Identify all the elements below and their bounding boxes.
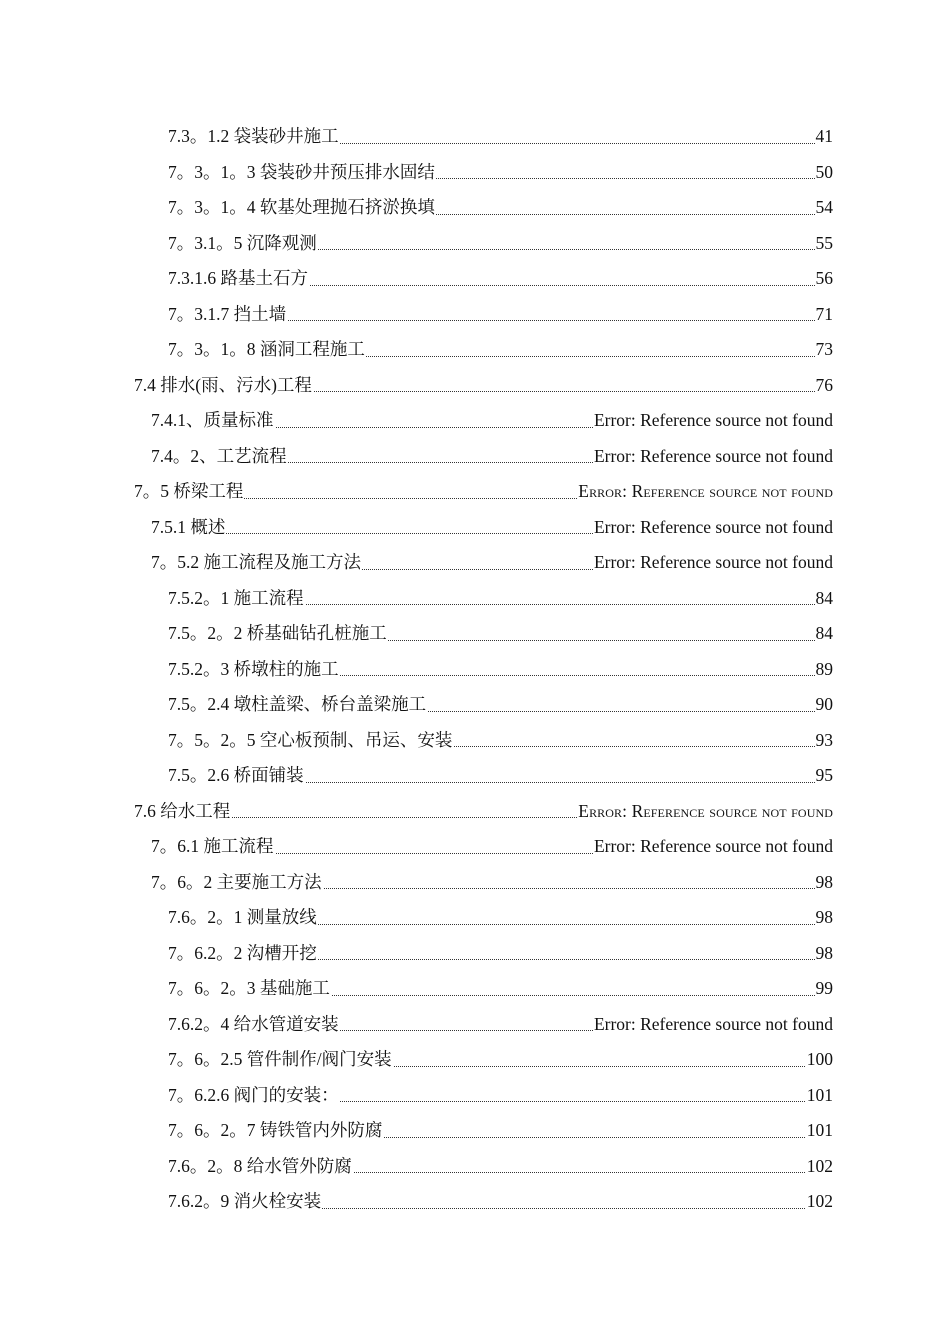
toc-entry-page: 98 bbox=[815, 865, 834, 901]
toc-entry[interactable] bbox=[168, 119, 833, 155]
toc-entry-title: 7。6。2 主要施工方法 bbox=[151, 871, 322, 892]
toc-entry-title: 7.4.1、质量标准 bbox=[151, 410, 274, 430]
toc-entry-title: 7。3.1。5 沉降观测 bbox=[168, 232, 317, 253]
toc-entry[interactable] bbox=[168, 1007, 833, 1043]
toc-entry[interactable] bbox=[168, 581, 833, 617]
toc-entry[interactable] bbox=[168, 936, 833, 972]
toc-entry[interactable] bbox=[151, 865, 833, 901]
toc-entry-page: 73 bbox=[815, 332, 834, 368]
toc-entry-page: 55 bbox=[815, 226, 834, 262]
toc-entry-page: 102 bbox=[806, 1149, 833, 1185]
toc-entry-page: Error: Reference source not found bbox=[593, 545, 833, 581]
toc-entry-title: 7.5.1 概述 bbox=[151, 516, 226, 537]
toc-entry-title: 7。5.2 施工流程及施工方法 bbox=[151, 552, 361, 572]
toc-entry-title: 7.5.2。3 桥墩柱的施工 bbox=[168, 658, 339, 679]
toc-entry[interactable] bbox=[168, 1184, 833, 1220]
toc-entry-page: 100 bbox=[806, 1042, 833, 1078]
toc-entry[interactable] bbox=[168, 1078, 833, 1114]
toc-entry-page: 84 bbox=[815, 581, 834, 617]
toc-entry[interactable] bbox=[168, 1149, 833, 1185]
toc-entry-title: 7。3。1。4 软基处理抛石挤淤换填 bbox=[168, 197, 435, 217]
toc-entry-title: 7.6 给水工程 bbox=[134, 800, 231, 821]
toc-entry-title: 7.6。2。8 给水管外防腐 bbox=[168, 1155, 352, 1176]
toc-entry-page: 95 bbox=[815, 758, 834, 794]
toc-entry-page: Error: Reference source not found bbox=[593, 829, 833, 865]
toc-entry-title: 7。6.2。2 沟槽开挖 bbox=[168, 942, 317, 963]
toc-entry[interactable] bbox=[168, 155, 833, 191]
toc-entry[interactable] bbox=[151, 545, 833, 581]
toc-entry-title: 7。6。2.5 管件制作/阀门安装 bbox=[168, 1049, 392, 1069]
toc-entry-page: 50 bbox=[815, 155, 834, 191]
toc-entry-title: 7.6。2。1 测量放线 bbox=[168, 907, 317, 927]
toc-entry[interactable] bbox=[134, 794, 833, 830]
toc-entry[interactable] bbox=[168, 1042, 833, 1078]
toc-entry-page: 102 bbox=[806, 1184, 833, 1220]
toc-entry-page: Error: Reference source not found bbox=[577, 794, 833, 830]
toc-entry-page: 90 bbox=[815, 687, 834, 723]
toc-entry-page: 89 bbox=[815, 652, 834, 688]
toc-entry[interactable] bbox=[168, 723, 833, 759]
toc-entry-title: 7。6。2。7 铸铁管内外防腐 bbox=[168, 1120, 383, 1140]
toc-entry-title: 7。6.1 施工流程 bbox=[151, 836, 274, 856]
toc-entry-page: 98 bbox=[815, 900, 834, 936]
toc-entry[interactable] bbox=[151, 439, 833, 475]
toc-entry-page: 84 bbox=[815, 616, 834, 652]
toc-entry-title: 7。3.1.7 挡土墙 bbox=[168, 303, 287, 324]
table-of-contents bbox=[134, 119, 833, 1220]
toc-entry[interactable] bbox=[168, 687, 833, 723]
toc-entry-page: 98 bbox=[815, 936, 834, 972]
toc-entry-page: Error: Reference source not found bbox=[593, 439, 833, 475]
toc-entry[interactable] bbox=[168, 332, 833, 368]
toc-entry-title: 7。5 桥梁工程 bbox=[134, 481, 244, 501]
toc-entry-title: 7。3。1。8 涵洞工程施工 bbox=[168, 339, 365, 359]
toc-entry-page: 71 bbox=[815, 297, 834, 333]
toc-entry-page: 101 bbox=[806, 1113, 833, 1149]
toc-entry-page: 41 bbox=[815, 119, 834, 155]
toc-entry-page: 99 bbox=[815, 971, 834, 1007]
toc-entry-page: Error: Reference source not found bbox=[577, 474, 833, 510]
toc-entry[interactable] bbox=[168, 900, 833, 936]
toc-entry-page: 101 bbox=[806, 1078, 833, 1114]
toc-entry-title: 7。3。1。3 袋装砂井预压排水固结 bbox=[168, 161, 435, 182]
toc-entry[interactable] bbox=[168, 1113, 833, 1149]
toc-entry-title: 7.5。2.6 桥面铺装 bbox=[168, 765, 304, 785]
toc-entry-title: 7.6.2。4 给水管道安装 bbox=[168, 1013, 339, 1034]
toc-entry[interactable] bbox=[168, 758, 833, 794]
toc-entry-page: Error: Reference source not found bbox=[593, 1007, 833, 1043]
toc-entry[interactable] bbox=[168, 261, 833, 297]
toc-entry[interactable] bbox=[168, 297, 833, 333]
toc-entry-page: 54 bbox=[815, 190, 834, 226]
toc-entry-title: 7.4 排水(雨、污水)工程 bbox=[134, 374, 312, 395]
toc-entry-title: 7.3.1.6 路基土石方 bbox=[168, 268, 308, 288]
toc-entry[interactable] bbox=[168, 971, 833, 1007]
toc-entry[interactable] bbox=[151, 829, 833, 865]
toc-entry-title: 7.5.2。1 施工流程 bbox=[168, 587, 304, 608]
toc-entry-page: 76 bbox=[815, 368, 834, 404]
toc-entry-page: 56 bbox=[815, 261, 834, 297]
toc-entry-title: 7.4。2、工艺流程 bbox=[151, 445, 287, 466]
toc-entry-page: Error: Reference source not found bbox=[593, 510, 833, 546]
toc-entry[interactable] bbox=[134, 474, 833, 510]
toc-entry[interactable] bbox=[151, 403, 833, 439]
toc-entry-page: 93 bbox=[815, 723, 834, 759]
toc-entry[interactable] bbox=[134, 368, 833, 404]
toc-entry-title: 7.5。2。2 桥基础钻孔桩施工 bbox=[168, 623, 387, 643]
toc-entry[interactable] bbox=[168, 190, 833, 226]
toc-entry-title: 7。5。2。5 空心板预制、吊运、安装 bbox=[168, 729, 453, 750]
toc-entry[interactable] bbox=[168, 652, 833, 688]
toc-entry[interactable] bbox=[151, 510, 833, 546]
toc-entry[interactable] bbox=[168, 616, 833, 652]
toc-entry-title: 7。6.2.6 阀门的安装： bbox=[168, 1084, 339, 1105]
toc-entry-title: 7.6.2。9 消火栓安装 bbox=[168, 1191, 322, 1211]
toc-entry-title: 7.3。1.2 袋装砂井施工 bbox=[168, 126, 339, 146]
toc-entry-title: 7。6。2。3 基础施工 bbox=[168, 978, 330, 998]
toc-entry-title: 7.5。2.4 墩柱盖梁、桥台盖梁施工 bbox=[168, 694, 427, 714]
toc-entry[interactable] bbox=[168, 226, 833, 262]
toc-entry-page: Error: Reference source not found bbox=[593, 403, 833, 439]
